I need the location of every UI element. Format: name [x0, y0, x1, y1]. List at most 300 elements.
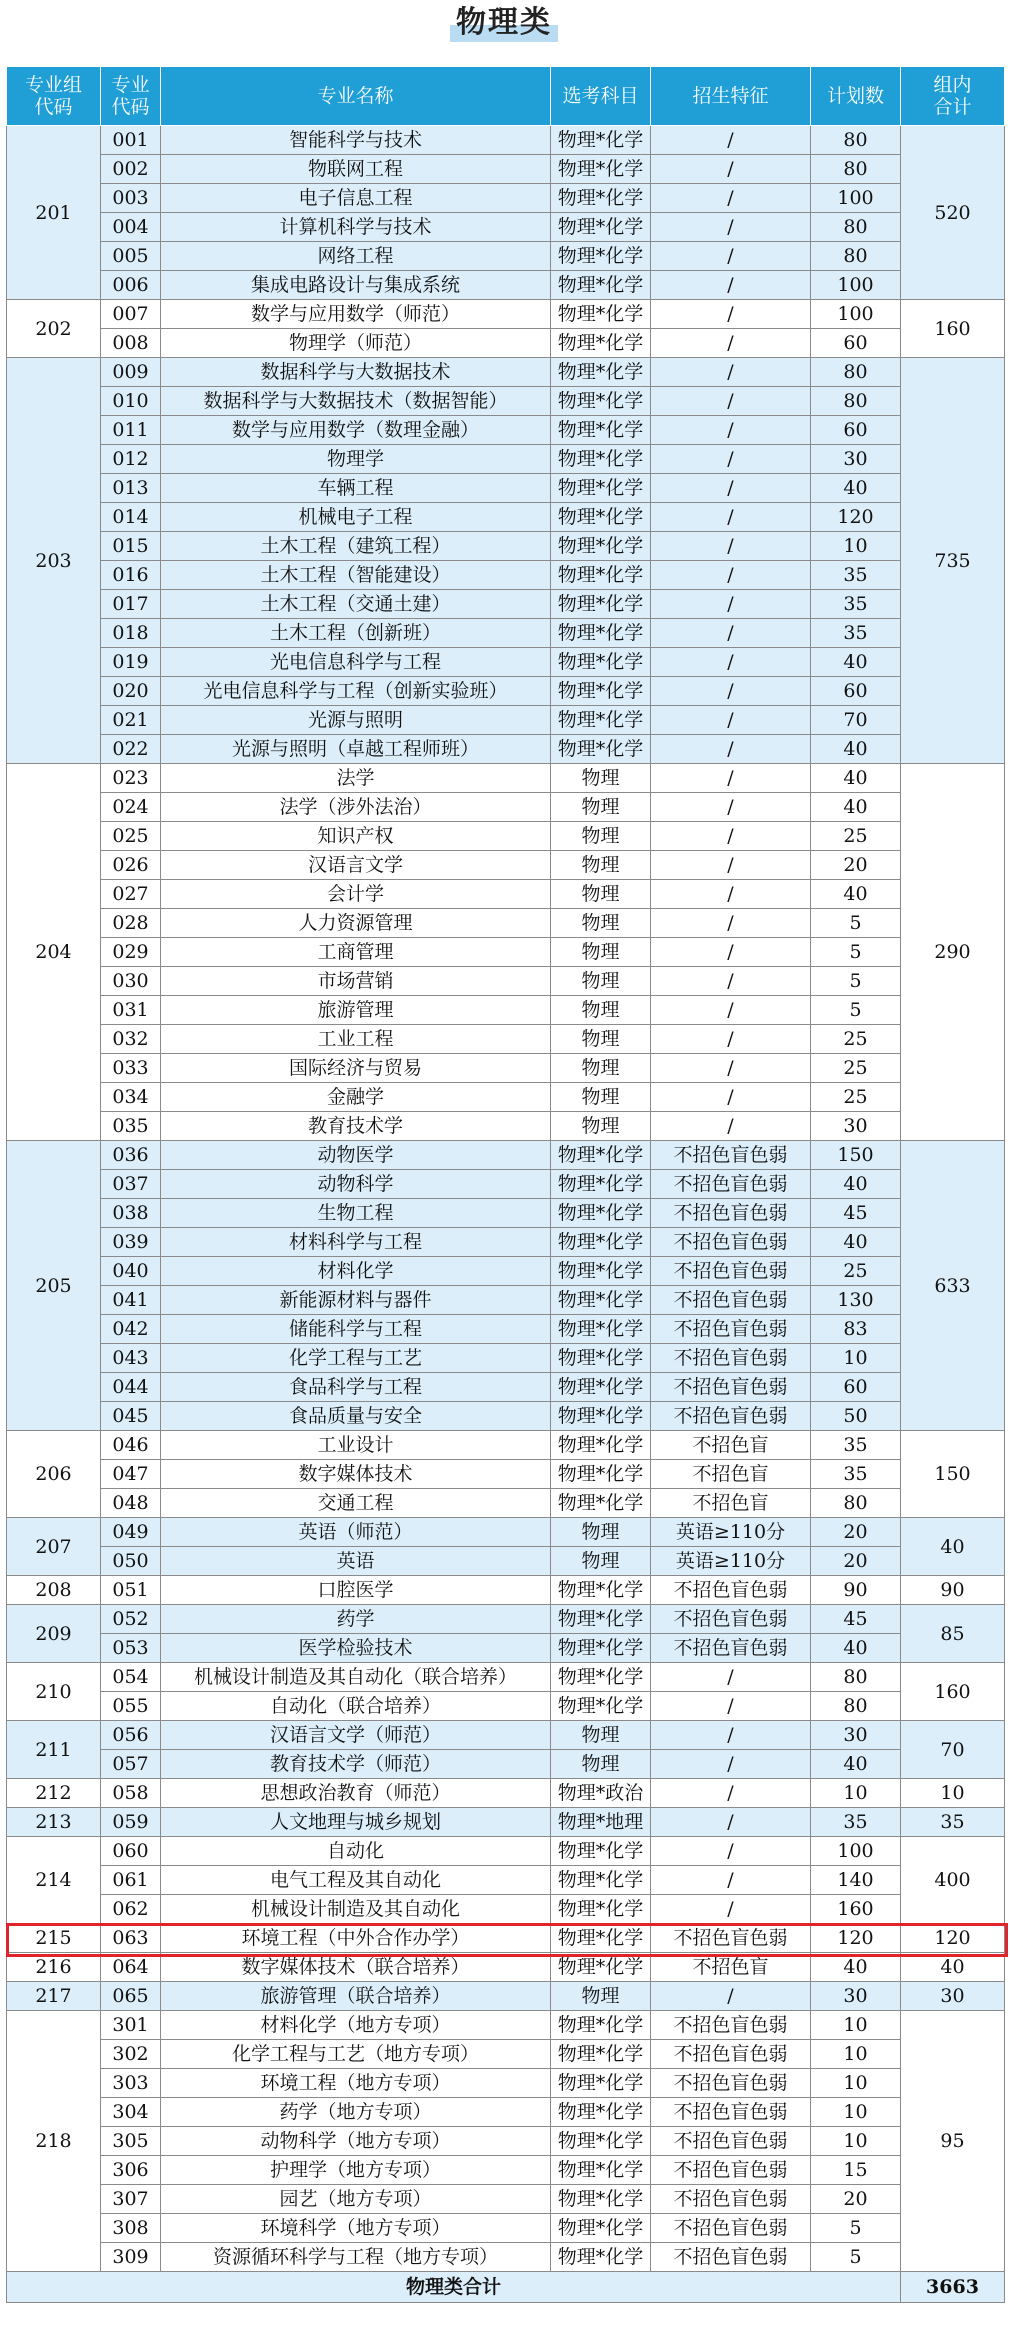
table-row	[7, 358, 1005, 387]
major-name-cell: 园艺（地方专项）	[161, 2185, 551, 2214]
plan-cell: 25	[811, 822, 901, 851]
subjects-cell: 物理*化学	[551, 1170, 651, 1199]
major-code-cell: 017	[101, 590, 161, 619]
plan-cell: 80	[811, 126, 901, 155]
plan-cell: 25	[811, 1257, 901, 1286]
table-row	[7, 300, 1005, 329]
table-row	[7, 1895, 1005, 1924]
table-row	[7, 2069, 1005, 2098]
major-name-cell: 土木工程（建筑工程）	[161, 532, 551, 561]
table-row	[7, 1982, 1005, 2011]
title-bar	[0, 0, 1010, 66]
feature-cell: 不招色盲色弱	[651, 1344, 811, 1373]
table-row	[7, 1025, 1005, 1054]
table-row	[7, 1344, 1005, 1373]
major-code-cell: 003	[101, 184, 161, 213]
major-code-cell: 036	[101, 1141, 161, 1170]
feature-cell: 不招色盲色弱	[651, 1257, 811, 1286]
major-code-cell: 052	[101, 1605, 161, 1634]
major-code-cell: 050	[101, 1547, 161, 1576]
subjects-cell: 物理	[551, 1054, 651, 1083]
major-name-cell: 工业工程	[161, 1025, 551, 1054]
major-name-cell: 环境科学（地方专项）	[161, 2214, 551, 2243]
feature-cell: /	[651, 387, 811, 416]
table-row	[7, 1373, 1005, 1402]
table-row	[7, 561, 1005, 590]
major-name-cell: 汉语言文学	[161, 851, 551, 880]
table-row	[7, 1286, 1005, 1315]
major-code-cell: 054	[101, 1663, 161, 1692]
subjects-cell: 物理*化学	[551, 1924, 651, 1953]
major-name-cell: 集成电路设计与集成系统	[161, 271, 551, 300]
table-row	[7, 2214, 1005, 2243]
plan-cell: 83	[811, 1315, 901, 1344]
plan-cell: 25	[811, 1083, 901, 1112]
plan-cell: 80	[811, 358, 901, 387]
table-row	[7, 1837, 1005, 1866]
feature-cell: /	[651, 416, 811, 445]
plan-cell: 20	[811, 1547, 901, 1576]
feature-cell: /	[651, 503, 811, 532]
major-code-cell: 307	[101, 2185, 161, 2214]
major-name-cell: 口腔医学	[161, 1576, 551, 1605]
major-name-cell: 智能科学与技术	[161, 126, 551, 155]
major-code-cell: 021	[101, 706, 161, 735]
major-code-cell: 031	[101, 996, 161, 1025]
table-row	[7, 648, 1005, 677]
feature-cell: 不招色盲	[651, 1953, 811, 1982]
major-name-cell: 人力资源管理	[161, 909, 551, 938]
plan-cell: 20	[811, 1518, 901, 1547]
plan-cell: 40	[811, 474, 901, 503]
major-name-cell: 药学	[161, 1605, 551, 1634]
feature-cell: 不招色盲色弱	[651, 1402, 811, 1431]
feature-cell: 不招色盲色弱	[651, 1634, 811, 1663]
header-feature: 招生特征	[651, 67, 811, 126]
major-code-cell: 046	[101, 1431, 161, 1460]
major-code-cell: 029	[101, 938, 161, 967]
subjects-cell: 物理*化学	[551, 2011, 651, 2040]
subjects-cell: 物理	[551, 880, 651, 909]
table-row	[7, 1112, 1005, 1141]
feature-cell: /	[651, 184, 811, 213]
subjects-cell: 物理	[551, 1112, 651, 1141]
group-code-cell: 201	[7, 126, 101, 300]
subjects-cell: 物理*化学	[551, 358, 651, 387]
feature-cell: /	[651, 300, 811, 329]
table-row	[7, 1315, 1005, 1344]
table-row	[7, 1605, 1005, 1634]
table-row	[7, 242, 1005, 271]
subjects-cell: 物理*化学	[551, 1228, 651, 1257]
major-name-cell: 材料化学（地方专项）	[161, 2011, 551, 2040]
major-name-cell: 教育技术学	[161, 1112, 551, 1141]
table-row	[7, 1141, 1005, 1170]
subjects-cell: 物理*化学	[551, 1402, 651, 1431]
major-name-cell: 思想政治教育（师范）	[161, 1779, 551, 1808]
subjects-cell: 物理*化学	[551, 1634, 651, 1663]
plan-cell: 20	[811, 851, 901, 880]
major-name-cell: 生物工程	[161, 1199, 551, 1228]
plan-cell: 70	[811, 706, 901, 735]
subjects-cell: 物理*化学	[551, 706, 651, 735]
subjects-cell: 物理	[551, 1721, 651, 1750]
table-row	[7, 2156, 1005, 2185]
subjects-cell: 物理*化学	[551, 387, 651, 416]
plan-cell: 30	[811, 1112, 901, 1141]
subjects-cell: 物理*化学	[551, 2243, 651, 2272]
feature-cell: /	[651, 851, 811, 880]
feature-cell: /	[651, 648, 811, 677]
major-name-cell: 土木工程（智能建设）	[161, 561, 551, 590]
feature-cell: 不招色盲色弱	[651, 2069, 811, 2098]
plan-cell: 80	[811, 1692, 901, 1721]
table-row	[7, 619, 1005, 648]
group-code-cell: 217	[7, 1982, 101, 2011]
table-row	[7, 735, 1005, 764]
table-row	[7, 1518, 1005, 1547]
major-name-cell: 数字媒体技术（联合培养）	[161, 1953, 551, 1982]
feature-cell: 不招色盲色弱	[651, 1605, 811, 1634]
feature-cell: /	[651, 880, 811, 909]
plan-cell: 140	[811, 1866, 901, 1895]
feature-cell: 英语≥110分	[651, 1547, 811, 1576]
major-code-cell: 048	[101, 1489, 161, 1518]
major-name-cell: 储能科学与工程	[161, 1315, 551, 1344]
major-name-cell: 资源循环科学与工程（地方专项）	[161, 2243, 551, 2272]
major-name-cell: 食品科学与工程	[161, 1373, 551, 1402]
subjects-cell: 物理*化学	[551, 300, 651, 329]
major-name-cell: 机械设计制造及其自动化（联合培养）	[161, 1663, 551, 1692]
plan-cell: 40	[811, 880, 901, 909]
major-name-cell: 数学与应用数学（师范）	[161, 300, 551, 329]
subjects-cell: 物理*化学	[551, 1953, 651, 1982]
subjects-cell: 物理*化学	[551, 271, 651, 300]
major-name-cell: 会计学	[161, 880, 551, 909]
subjects-cell: 物理	[551, 1083, 651, 1112]
major-code-cell: 301	[101, 2011, 161, 2040]
feature-cell: /	[651, 126, 811, 155]
plan-cell: 35	[811, 561, 901, 590]
major-name-cell: 机械设计制造及其自动化	[161, 1895, 551, 1924]
plan-cell: 5	[811, 938, 901, 967]
major-code-cell: 035	[101, 1112, 161, 1141]
subjects-cell: 物理*化学	[551, 1692, 651, 1721]
subjects-cell: 物理*化学	[551, 1663, 651, 1692]
major-name-cell: 环境工程（中外合作办学）	[161, 1924, 551, 1953]
table-row	[7, 822, 1005, 851]
subjects-cell: 物理*化学	[551, 1605, 651, 1634]
feature-cell: /	[651, 590, 811, 619]
plan-cell: 45	[811, 1199, 901, 1228]
group-total-cell: 90	[901, 1576, 1005, 1605]
table-row	[7, 1402, 1005, 1431]
table-row	[7, 764, 1005, 793]
feature-cell: /	[651, 242, 811, 271]
plan-cell: 5	[811, 909, 901, 938]
table-row	[7, 1054, 1005, 1083]
group-code-cell: 208	[7, 1576, 101, 1605]
group-total-cell: 520	[901, 126, 1005, 300]
subjects-cell: 物理*化学	[551, 1837, 651, 1866]
group-code-cell: 216	[7, 1953, 101, 1982]
plan-cell: 160	[811, 1895, 901, 1924]
subjects-cell: 物理	[551, 967, 651, 996]
plan-cell: 40	[811, 1953, 901, 1982]
table-row	[7, 1750, 1005, 1779]
feature-cell: /	[651, 1866, 811, 1895]
major-name-cell: 动物医学	[161, 1141, 551, 1170]
total-row	[7, 2272, 1005, 2303]
feature-cell: 不招色盲色弱	[651, 1170, 811, 1199]
feature-cell: /	[651, 1721, 811, 1750]
plan-cell: 60	[811, 677, 901, 706]
subjects-cell: 物理*化学	[551, 2156, 651, 2185]
plan-cell: 150	[811, 1141, 901, 1170]
plan-cell: 40	[811, 764, 901, 793]
major-code-cell: 032	[101, 1025, 161, 1054]
subjects-cell: 物理*化学	[551, 648, 651, 677]
table-row	[7, 503, 1005, 532]
subjects-cell: 物理	[551, 793, 651, 822]
feature-cell: /	[651, 213, 811, 242]
major-name-cell: 医学检验技术	[161, 1634, 551, 1663]
subjects-cell: 物理*化学	[551, 1431, 651, 1460]
group-total-cell: 633	[901, 1141, 1005, 1431]
header-major-code: 专业 代码	[101, 67, 161, 126]
feature-cell: /	[651, 677, 811, 706]
plan-cell: 45	[811, 1605, 901, 1634]
major-code-cell: 007	[101, 300, 161, 329]
plan-cell: 60	[811, 416, 901, 445]
major-code-cell: 025	[101, 822, 161, 851]
major-name-cell: 土木工程（交通土建）	[161, 590, 551, 619]
major-name-cell: 材料化学	[161, 1257, 551, 1286]
major-code-cell: 033	[101, 1054, 161, 1083]
major-code-cell: 308	[101, 2214, 161, 2243]
subjects-cell: 物理*化学	[551, 2069, 651, 2098]
subjects-cell: 物理	[551, 909, 651, 938]
feature-cell: /	[651, 938, 811, 967]
table-row	[7, 1924, 1005, 1953]
feature-cell: /	[651, 561, 811, 590]
plan-cell: 40	[811, 1750, 901, 1779]
page-title: 物理类	[450, 4, 558, 42]
subjects-cell: 物理*化学	[551, 1895, 651, 1924]
major-name-cell: 光电信息科学与工程	[161, 648, 551, 677]
plan-cell: 130	[811, 1286, 901, 1315]
plan-cell: 10	[811, 2011, 901, 2040]
group-code-cell: 210	[7, 1663, 101, 1721]
plan-cell: 35	[811, 1808, 901, 1837]
major-code-cell: 030	[101, 967, 161, 996]
subjects-cell: 物理	[551, 1750, 651, 1779]
subjects-cell: 物理*化学	[551, 416, 651, 445]
subjects-cell: 物理*化学	[551, 213, 651, 242]
major-name-cell: 人文地理与城乡规划	[161, 1808, 551, 1837]
feature-cell: 不招色盲色弱	[651, 1286, 811, 1315]
subjects-cell: 物理*化学	[551, 503, 651, 532]
subjects-cell: 物理	[551, 1518, 651, 1547]
subjects-cell: 物理*化学	[551, 1373, 651, 1402]
table-row	[7, 532, 1005, 561]
feature-cell: 不招色盲色弱	[651, 2243, 811, 2272]
plan-cell: 100	[811, 1837, 901, 1866]
major-code-cell: 024	[101, 793, 161, 822]
major-code-cell: 037	[101, 1170, 161, 1199]
subjects-cell: 物理*化学	[551, 677, 651, 706]
major-name-cell: 汉语言文学（师范）	[161, 1721, 551, 1750]
table-row	[7, 1866, 1005, 1895]
plan-cell: 60	[811, 1373, 901, 1402]
group-code-cell: 205	[7, 1141, 101, 1431]
group-total-cell: 400	[901, 1837, 1005, 1924]
feature-cell: /	[651, 1083, 811, 1112]
feature-cell: /	[651, 1025, 811, 1054]
major-name-cell: 旅游管理	[161, 996, 551, 1025]
feature-cell: /	[651, 619, 811, 648]
major-name-cell: 动物科学	[161, 1170, 551, 1199]
subjects-cell: 物理*化学	[551, 1460, 651, 1489]
subjects-cell: 物理	[551, 996, 651, 1025]
major-name-cell: 数字媒体技术	[161, 1460, 551, 1489]
major-code-cell: 027	[101, 880, 161, 909]
subjects-cell: 物理	[551, 1547, 651, 1576]
subjects-cell: 物理*化学	[551, 474, 651, 503]
subjects-cell: 物理*化学	[551, 184, 651, 213]
feature-cell: /	[651, 271, 811, 300]
group-code-cell: 209	[7, 1605, 101, 1663]
subjects-cell: 物理*化学	[551, 619, 651, 648]
subjects-cell: 物理*化学	[551, 445, 651, 474]
feature-cell: 不招色盲	[651, 1489, 811, 1518]
feature-cell: /	[651, 1692, 811, 1721]
plan-cell: 5	[811, 996, 901, 1025]
table-row	[7, 271, 1005, 300]
major-name-cell: 法学（涉外法治）	[161, 793, 551, 822]
major-name-cell: 新能源材料与器件	[161, 1286, 551, 1315]
subjects-cell: 物理*化学	[551, 1199, 651, 1228]
subjects-cell: 物理*化学	[551, 2127, 651, 2156]
table-row	[7, 184, 1005, 213]
plan-cell: 80	[811, 1489, 901, 1518]
table-row	[7, 1721, 1005, 1750]
table-row	[7, 2127, 1005, 2156]
subjects-cell: 物理*化学	[551, 242, 651, 271]
major-code-cell: 034	[101, 1083, 161, 1112]
major-code-cell: 309	[101, 2243, 161, 2272]
table-row	[7, 1431, 1005, 1460]
major-name-cell: 环境工程（地方专项）	[161, 2069, 551, 2098]
plan-cell: 10	[811, 1779, 901, 1808]
major-name-cell: 护理学（地方专项）	[161, 2156, 551, 2185]
group-total-cell: 735	[901, 358, 1005, 764]
plan-cell: 5	[811, 967, 901, 996]
major-code-cell: 019	[101, 648, 161, 677]
group-code-cell: 206	[7, 1431, 101, 1518]
major-code-cell: 040	[101, 1257, 161, 1286]
group-total-cell: 160	[901, 300, 1005, 358]
major-code-cell: 011	[101, 416, 161, 445]
table-row	[7, 967, 1005, 996]
feature-cell: /	[651, 329, 811, 358]
major-code-cell: 059	[101, 1808, 161, 1837]
feature-cell: 不招色盲色弱	[651, 2156, 811, 2185]
plan-cell: 10	[811, 2040, 901, 2069]
group-code-cell: 202	[7, 300, 101, 358]
group-total-cell: 95	[901, 2011, 1005, 2272]
major-code-cell: 058	[101, 1779, 161, 1808]
plan-cell: 10	[811, 532, 901, 561]
major-code-cell: 006	[101, 271, 161, 300]
major-code-cell: 016	[101, 561, 161, 590]
feature-cell: 不招色盲色弱	[651, 2098, 811, 2127]
major-name-cell: 数学与应用数学（数理金融）	[161, 416, 551, 445]
major-code-cell: 022	[101, 735, 161, 764]
major-code-cell: 002	[101, 155, 161, 184]
group-code-cell: 215	[7, 1924, 101, 1953]
plan-cell: 30	[811, 1982, 901, 2011]
group-total-cell: 10	[901, 1779, 1005, 1808]
major-name-cell: 动物科学（地方专项）	[161, 2127, 551, 2156]
major-code-cell: 056	[101, 1721, 161, 1750]
feature-cell: /	[651, 967, 811, 996]
major-code-cell: 001	[101, 126, 161, 155]
subjects-cell: 物理*化学	[551, 1315, 651, 1344]
plan-cell: 100	[811, 184, 901, 213]
table-row	[7, 416, 1005, 445]
admission-plan-table	[6, 66, 1005, 2303]
table-row	[7, 1576, 1005, 1605]
feature-cell: 不招色盲色弱	[651, 1228, 811, 1257]
subjects-cell: 物理*化学	[551, 1257, 651, 1286]
header-group-total: 组内 合计	[901, 67, 1005, 126]
feature-cell: 不招色盲色弱	[651, 2011, 811, 2040]
major-name-cell: 教育技术学（师范）	[161, 1750, 551, 1779]
feature-cell: /	[651, 155, 811, 184]
plan-cell: 80	[811, 242, 901, 271]
major-code-cell: 305	[101, 2127, 161, 2156]
feature-cell: /	[651, 1837, 811, 1866]
major-code-cell: 039	[101, 1228, 161, 1257]
major-name-cell: 市场营销	[161, 967, 551, 996]
table-row	[7, 213, 1005, 242]
major-code-cell: 004	[101, 213, 161, 242]
table-row	[7, 590, 1005, 619]
table-row	[7, 1953, 1005, 1982]
major-code-cell: 023	[101, 764, 161, 793]
table-row	[7, 126, 1005, 155]
major-name-cell: 化学工程与工艺（地方专项）	[161, 2040, 551, 2069]
total-value: 3663	[901, 2272, 1005, 2303]
major-name-cell: 机械电子工程	[161, 503, 551, 532]
major-name-cell: 物联网工程	[161, 155, 551, 184]
major-code-cell: 049	[101, 1518, 161, 1547]
plan-cell: 100	[811, 271, 901, 300]
table-row	[7, 1083, 1005, 1112]
plan-cell: 40	[811, 735, 901, 764]
table-row	[7, 909, 1005, 938]
major-name-cell: 网络工程	[161, 242, 551, 271]
table-row	[7, 2040, 1005, 2069]
major-name-cell: 物理学	[161, 445, 551, 474]
plan-cell: 5	[811, 2243, 901, 2272]
group-code-cell: 204	[7, 764, 101, 1141]
group-code-cell: 213	[7, 1808, 101, 1837]
table-row	[7, 1460, 1005, 1489]
table-row	[7, 1489, 1005, 1518]
plan-cell: 35	[811, 619, 901, 648]
